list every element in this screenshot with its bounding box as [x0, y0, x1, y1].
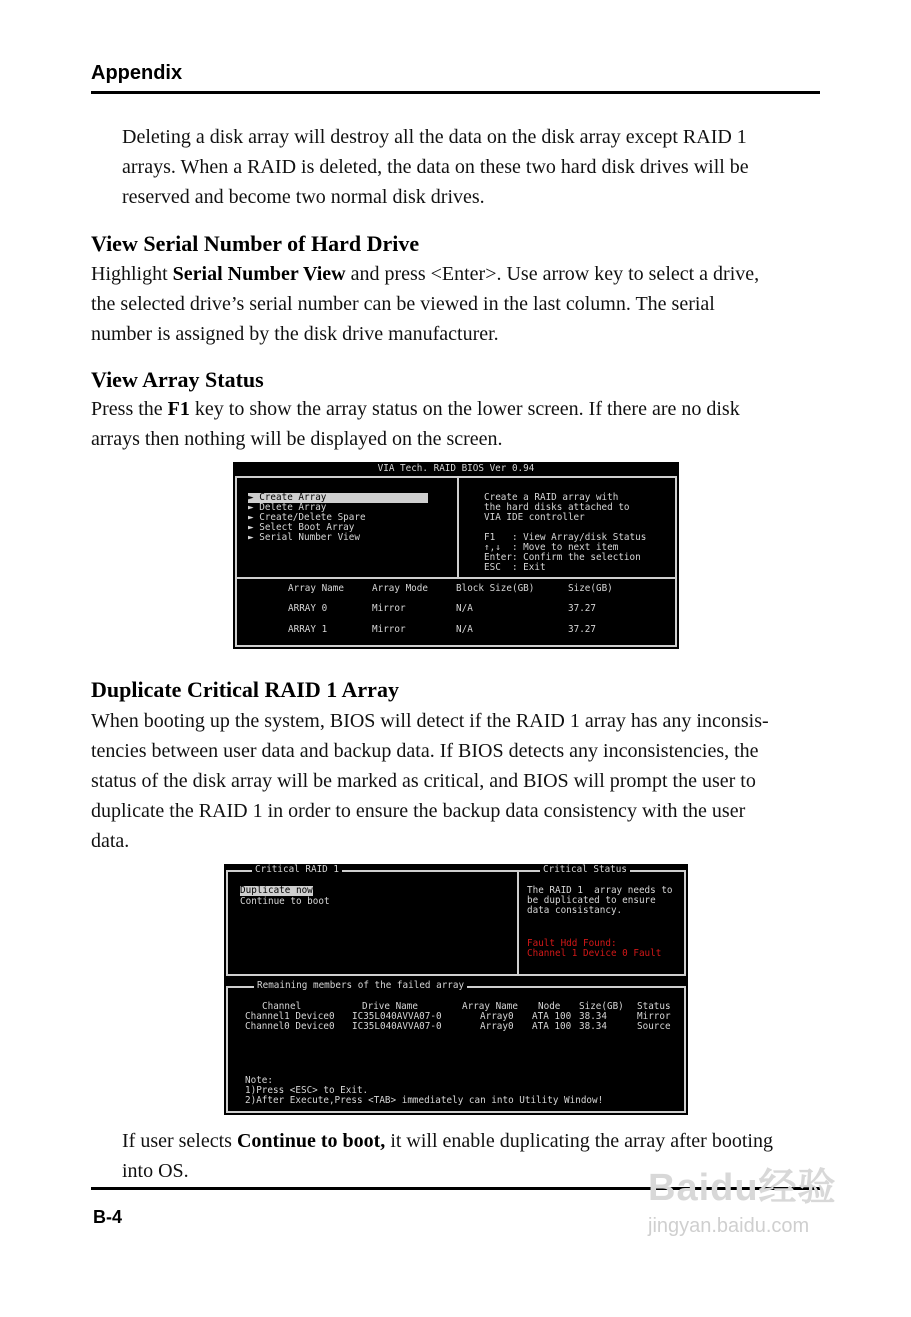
closing-line: into OS. — [122, 1160, 189, 1182]
column-header: Block Size(GB) — [456, 583, 535, 594]
text-run: it will enable duplicating the array after booting — [385, 1130, 773, 1152]
menu-item-label: Create/Delete Spare — [259, 512, 366, 523]
table-cell: N/A — [456, 624, 473, 635]
duplicate-heading: Duplicate Critical RAID 1 Array — [91, 677, 399, 702]
fault-label: Fault Hdd Found: — [527, 938, 617, 949]
menu-item-label: Create Array — [259, 492, 327, 503]
intro-paragraph — [122, 122, 749, 212]
bios-vertical-divider — [457, 477, 459, 577]
column-header: Size(GB) — [568, 583, 613, 594]
bullet-icon: ► — [248, 512, 254, 523]
table-cell: 38.34 — [579, 1011, 607, 1022]
intro-line: arrays. When a RAID is deleted, the data on these two hard disk drives will be — [122, 156, 749, 178]
bullet-icon: ► — [248, 532, 254, 543]
watermark-logo: Baidu经验 — [648, 1167, 837, 1209]
key-help-arrows: ↑,↓ : Move to next item — [484, 542, 619, 553]
members-title: Remaining members of the failed array — [254, 981, 467, 991]
table-cell: 37.27 — [568, 603, 596, 614]
table-cell: 37.27 — [568, 624, 596, 635]
table-cell: Channel0 Device0 — [245, 1021, 335, 1032]
table-cell: ATA 100 — [532, 1011, 572, 1022]
bullet-icon: ► — [248, 502, 254, 513]
header-rule — [91, 91, 820, 94]
note-line: 2)After Execute,Press <TAB> immediately can into Utility Window! — [245, 1095, 604, 1106]
column-header: Size(GB) — [579, 1001, 624, 1012]
column-header: Node — [538, 1001, 561, 1012]
duplicate-line: duplicate the RAID 1 in order to ensure the backup data consistency with the user — [91, 800, 746, 822]
status-text-line: be duplicated to ensure — [527, 895, 656, 906]
key-help-f1: F1 : View Array/disk Status — [484, 532, 647, 543]
menu-item-label: Serial Number View — [259, 532, 360, 543]
column-header: Drive Name — [362, 1001, 418, 1012]
table-cell: IC35L040AVVA07-0 — [352, 1021, 442, 1032]
help-line: Create a RAID array with — [484, 492, 619, 503]
table-cell: N/A — [456, 603, 473, 614]
text-run: Press the — [91, 398, 168, 420]
option-duplicate-now[interactable]: Duplicate now — [240, 885, 313, 896]
duplicate-paragraph — [91, 706, 769, 856]
bold-term: Serial Number View — [172, 263, 346, 285]
status-text-line: The RAID 1 array needs to — [527, 885, 673, 896]
text-run: If user selects — [122, 1130, 237, 1152]
bold-term: Continue to boot, — [236, 1130, 386, 1152]
critical-raid-title: Critical RAID 1 — [252, 865, 342, 875]
note-line: 1)Press <ESC> to Exit. — [245, 1085, 369, 1096]
bullet-icon: ► — [248, 492, 254, 503]
bullet-icon: ► — [248, 522, 254, 533]
serial-line: number is assigned by the disk drive manufacturer. — [91, 323, 499, 345]
raid-bios-screen — [233, 462, 679, 649]
table-cell: Mirror — [372, 624, 406, 635]
table-cell: Source — [637, 1021, 671, 1032]
status-heading: View Array Status — [91, 367, 264, 392]
serial-paragraph — [91, 259, 759, 349]
table-cell: 38.34 — [579, 1021, 607, 1032]
serial-line: the selected drive’s serial number can be viewed in the last column. The serial — [91, 293, 715, 315]
fault-detail: Channel 1 Device 0 Fault — [527, 948, 662, 959]
menu-item-label: Delete Array — [259, 502, 327, 513]
option-continue-to-boot[interactable]: Continue to boot — [240, 896, 330, 907]
duplicate-line: data. — [91, 830, 130, 852]
note-line: Note: — [245, 1075, 273, 1086]
table-cell: IC35L040AVVA07-0 — [352, 1011, 442, 1022]
intro-line: reserved and become two normal disk drives. — [122, 186, 485, 208]
help-line: VIA IDE controller — [484, 512, 585, 523]
duplicate-line: When booting up the system, BIOS will detect if the RAID 1 array has any inconsis- — [91, 710, 769, 732]
help-line: the hard disks attached to — [484, 502, 630, 513]
duplicate-line: tencies between user data and backup data. If BIOS detects any inconsistencies, the — [91, 740, 759, 762]
bold-term: F1 — [167, 398, 190, 420]
column-header: Array Name — [462, 1001, 518, 1012]
serial-line — [91, 259, 759, 289]
text-run: key to show the array status on the lower screen. If there are no disk — [189, 398, 740, 420]
column-header: Array Name — [288, 583, 344, 594]
column-header: Array Mode — [372, 583, 428, 594]
closing-line — [122, 1126, 773, 1156]
watermark-url: jingyan.baidu.com — [648, 1215, 810, 1237]
serial-heading: View Serial Number of Hard Drive — [91, 231, 420, 256]
table-cell: Mirror — [372, 603, 406, 614]
column-header: Status — [637, 1001, 671, 1012]
status-paragraph — [91, 394, 740, 454]
menu-item-label: Select Boot Array — [259, 522, 355, 533]
status-line: arrays then nothing will be displayed on the screen. — [91, 428, 503, 450]
text-run: Highlight — [91, 263, 173, 285]
table-cell: ARRAY 0 — [288, 603, 328, 614]
bios-title: VIA Tech. RAID BIOS Ver 0.94 — [377, 463, 535, 474]
table-cell: Array0 — [480, 1021, 514, 1032]
section-title: Appendix — [91, 62, 183, 84]
table-cell: Channel1 Device0 — [245, 1011, 335, 1022]
status-text-line: data consistancy. — [527, 905, 623, 916]
key-help-esc: ESC : Exit — [484, 562, 546, 573]
key-help-enter: Enter: Confirm the selection — [484, 552, 641, 563]
text-run: and press <Enter>. Use arrow key to select a drive, — [345, 263, 760, 285]
table-cell: ARRAY 1 — [288, 624, 328, 635]
table-cell: Mirror — [637, 1011, 671, 1022]
table-cell: Array0 — [480, 1011, 514, 1022]
table-cell: ATA 100 — [532, 1021, 572, 1032]
duplicate-line: status of the disk array will be marked as critical, and BIOS will prompt the user to — [91, 770, 756, 792]
critical-status-title: Critical Status — [540, 865, 630, 875]
critical-raid-screen — [224, 864, 688, 1115]
page-number: B-4 — [93, 1207, 123, 1227]
status-line — [91, 394, 740, 424]
intro-line: Deleting a disk array will destroy all the data on the disk array except RAID 1 — [122, 126, 747, 148]
column-header: Channel — [262, 1001, 302, 1012]
bios-divider — [236, 577, 676, 579]
menu-item-serial-number-view[interactable] — [248, 533, 360, 543]
